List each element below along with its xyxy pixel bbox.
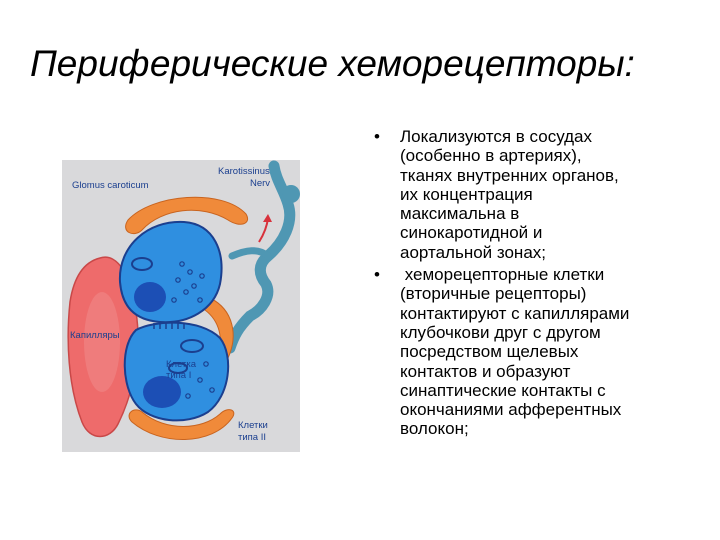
- bullet-line: контактов и образуют: [400, 361, 571, 381]
- bullet-item-chemoreceptor-cells: [370, 265, 700, 439]
- label-type1-cell-line2: типа I: [166, 370, 192, 381]
- bullet-line: синаптические контакты с: [400, 380, 606, 400]
- bullet-marker: •: [374, 265, 380, 285]
- bullet-line: (особенно в артериях),: [400, 146, 582, 166]
- label-type2-cells-line1: Клетки: [238, 420, 268, 431]
- bullet-marker: •: [374, 127, 380, 146]
- nerve-bulb: [282, 185, 300, 203]
- bullet-list: [370, 127, 700, 442]
- chemoreceptor-illustration: [62, 160, 300, 452]
- capillary-highlight: [84, 292, 120, 392]
- bullet-line: (вторичные рецепторы): [400, 284, 587, 304]
- bullet-line: волокон;: [400, 419, 469, 439]
- bullet-line: окончаниями афферентных: [400, 400, 622, 420]
- bullet-item-localization: [370, 127, 700, 262]
- bullet-line: синокаротидной и: [400, 223, 543, 243]
- bullet-line: их концентрация: [400, 184, 533, 204]
- nucleus-upper: [134, 282, 166, 312]
- label-karotissinus: Karotissinus: [218, 166, 270, 177]
- illustration-svg: [62, 160, 300, 452]
- bullet-line: аортальной зонах;: [400, 242, 547, 262]
- label-glomus: Glomus caroticum: [72, 180, 149, 191]
- bullet-line: тканях внутренних органов,: [400, 165, 619, 185]
- bullet-line: клубочкови друг с другом: [400, 322, 601, 342]
- label-nerv: Nerv: [250, 178, 271, 189]
- bullet-line: максимальна в: [400, 204, 520, 224]
- bullet-line: посредством щелевых: [400, 342, 579, 362]
- label-type1-cell-line1: Клетка: [166, 359, 197, 370]
- label-type2-cells-line2: типа II: [238, 432, 267, 443]
- bullet-line: контактируют с капиллярами: [400, 303, 630, 323]
- bullet-line: Локализуются в сосудах: [400, 127, 593, 146]
- slide-title: Периферические хеморецепторы:: [30, 43, 635, 84]
- bullet-line: хеморецепторные клетки: [400, 265, 605, 285]
- label-capillaries: Капилляры: [70, 330, 120, 341]
